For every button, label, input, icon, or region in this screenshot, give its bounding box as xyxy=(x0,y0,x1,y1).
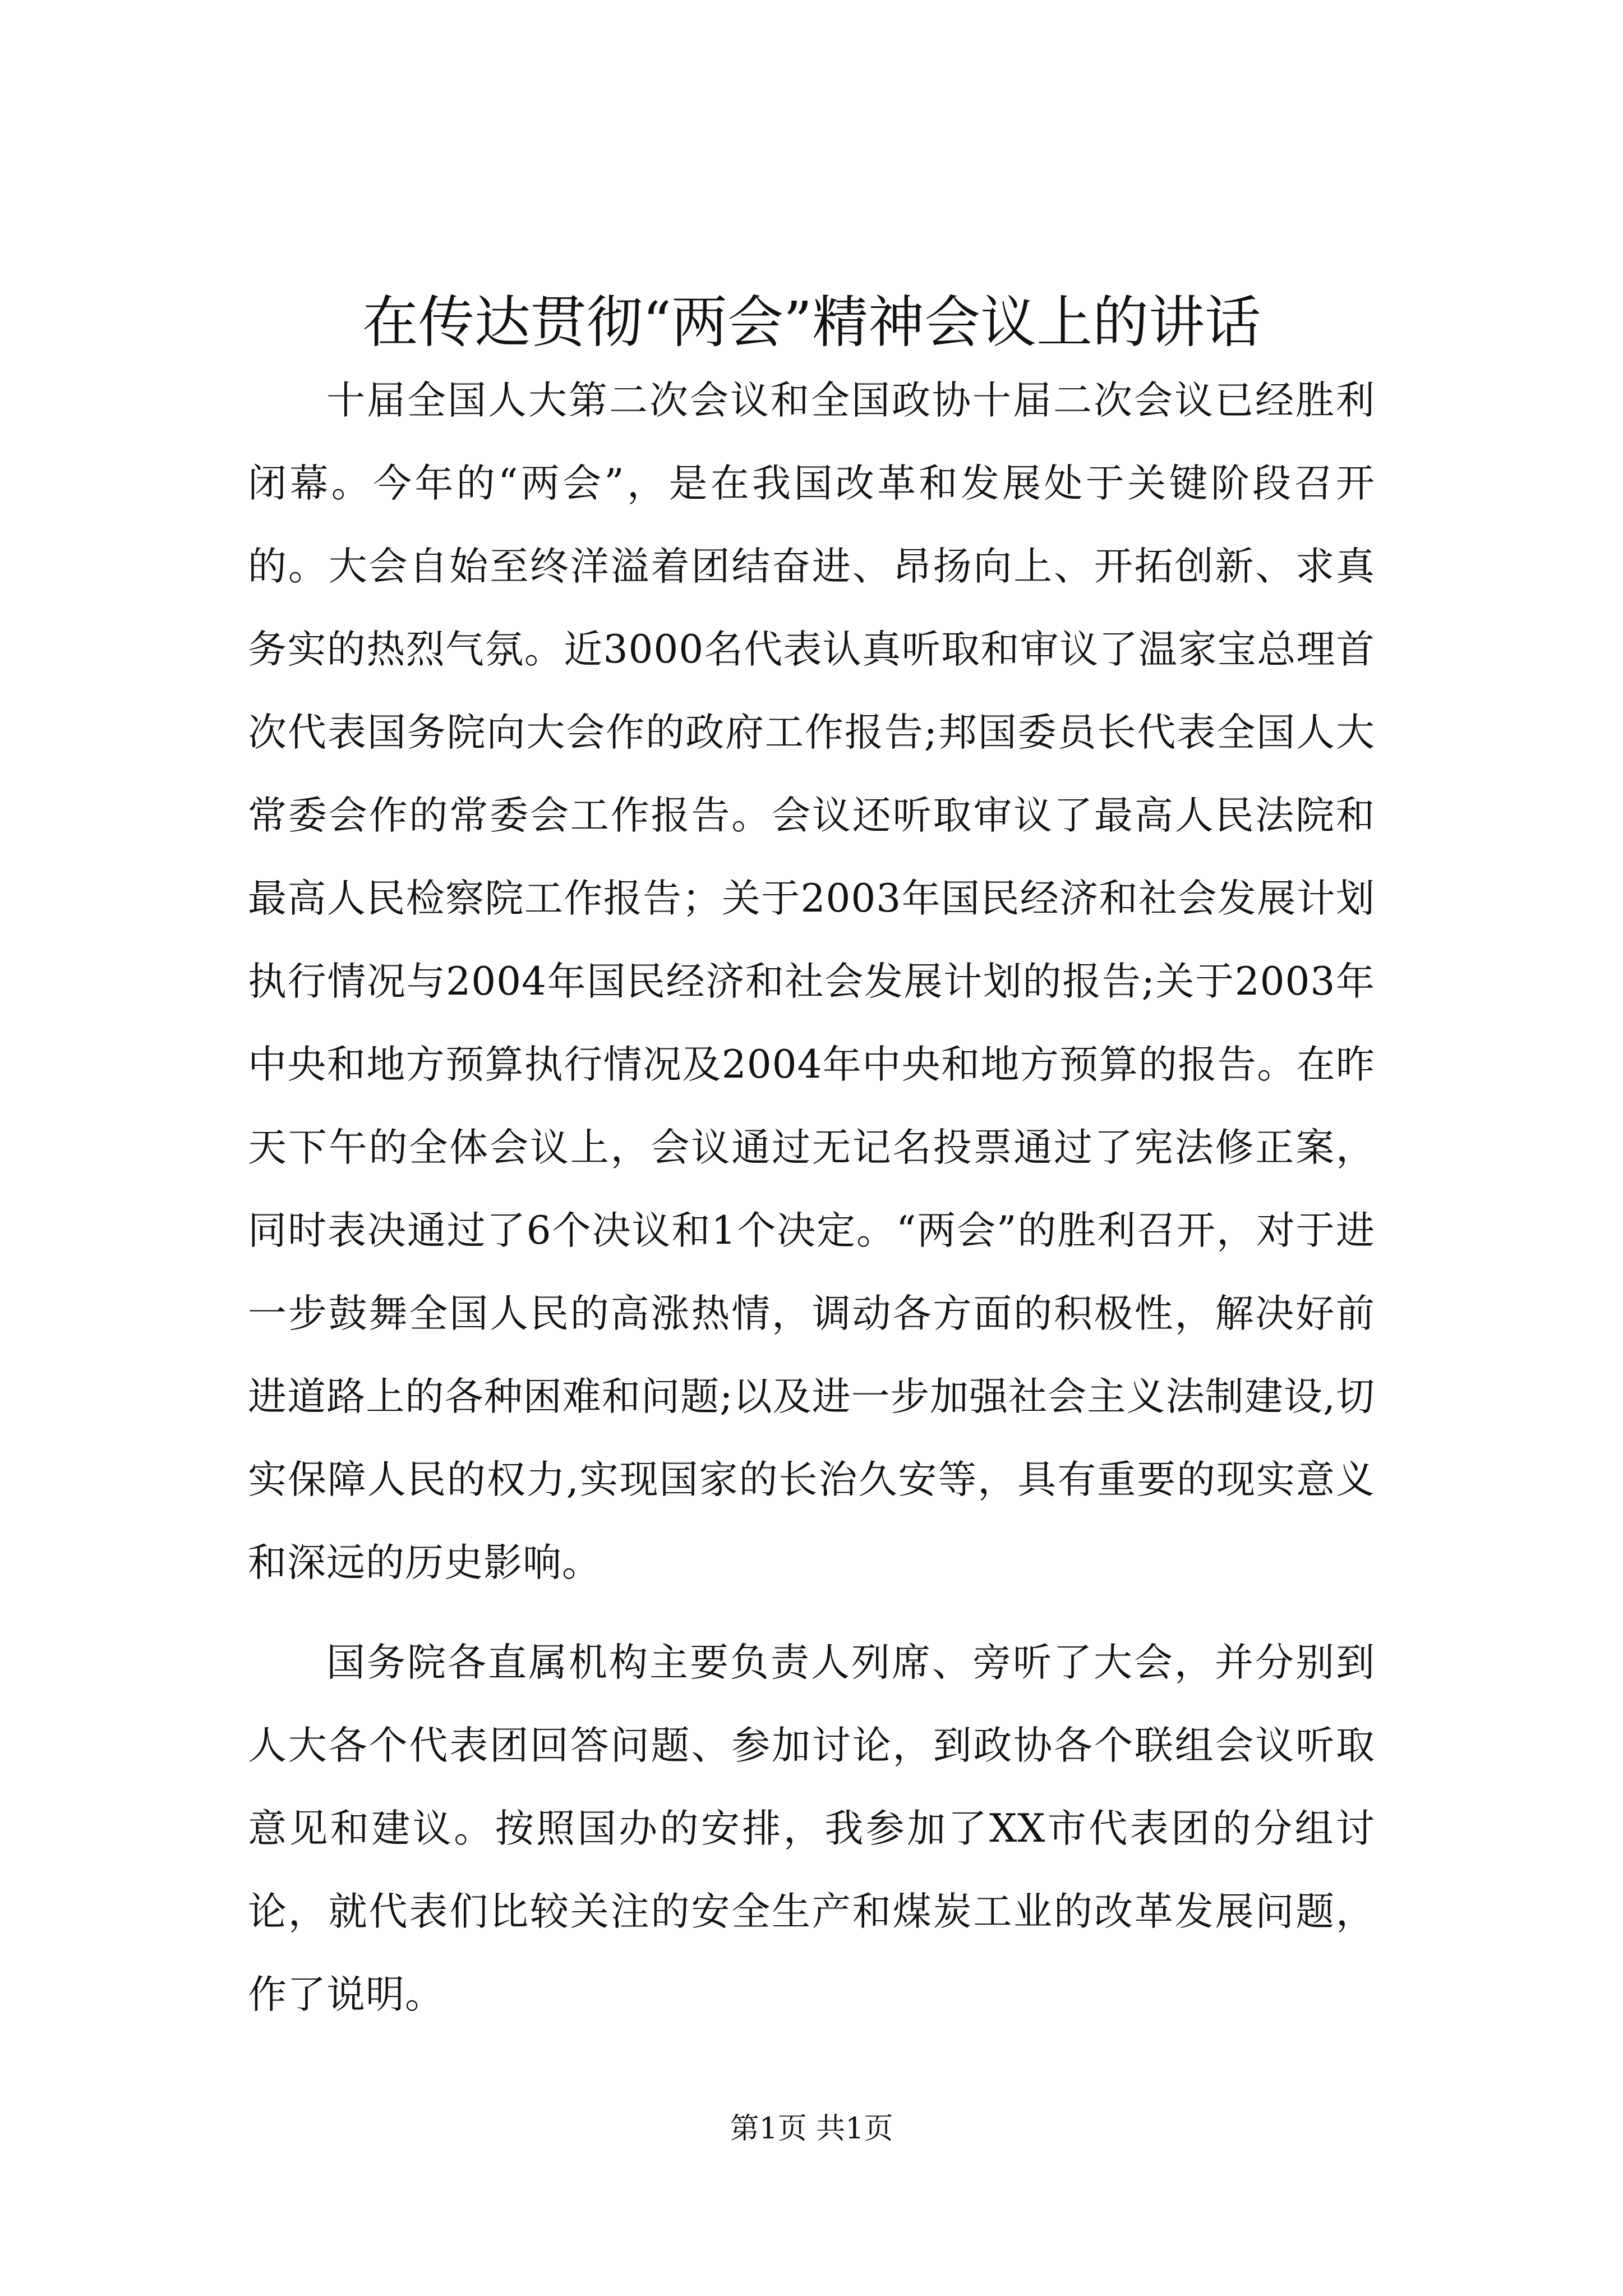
paragraph-2: 国务院各直属机构主要负责人列席、旁听了大会，并分别到人大各个代表团回答问题、参加讨论，到政协各个联组会议听取意见和建议。按照国办的安排，我参加了XX市代表团的分组讨论，就代表们比较关注的安全生产和煤炭工业的改革发展问题，作了说明。 xyxy=(248,1640,1375,2017)
document-body xyxy=(248,359,1375,2036)
document-title: 在传达贯彻“两会”精神会议上的讲话 xyxy=(362,289,1261,355)
paragraph-1: 十届全国人大第二次会议和全国政协十届二次会议已经胜利闭幕。今年的“两会”，是在我国改革和发展处于关键阶段召开的。大会自始至终洋溢着团结奋进、昂扬向上、开拓创新、求真务实的热烈气氛。近3000名代表认真听取和审议了温家宝总理首次代表国务院向大会作的政府工作报告;邦国委员长代表全国人大常委会作的常委会工作报告。会议还听取审议了最高人民法院和最高人民检察院工作报告；关于2003年国民经济和社会发展计划执行情况与2004年国民经济和社会发展计划的报告;关于2003年中央和地方预算执行情况及2004年中央和地方预算的报告。在昨天下午的全体会议上，会议通过无记名投票通过了宪法修正案，同时表决通过了6个决议和1个决定。“两会”的胜利召开，对于进一步鼓舞全国人民的高涨热情，调动各方面的积极性，解决好前进道路上的各种困难和问题;以及进一步加强社会主义法制建设,切实保障人民的权力,实现国家的长治久安等，具有重要的现实意义和深远的历史影响。 xyxy=(248,378,1375,1585)
page-footer: 第1页 共1页 xyxy=(730,2112,893,2146)
